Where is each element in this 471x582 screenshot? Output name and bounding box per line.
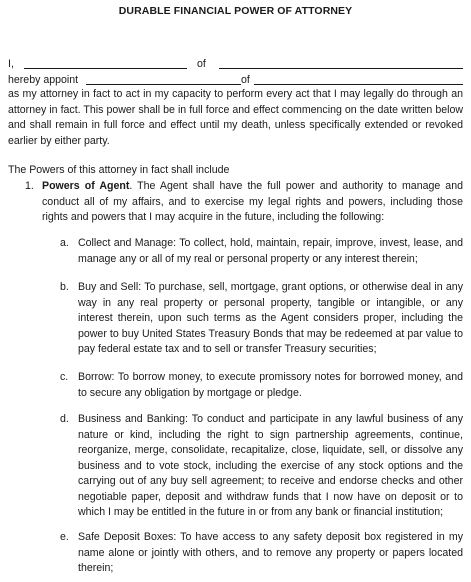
agent-address-field[interactable] <box>254 73 463 85</box>
item-b-letter: b. <box>60 281 69 293</box>
agent-name-field[interactable] <box>86 73 241 85</box>
section-1-number: 1. <box>25 180 34 192</box>
item-e-letter: e. <box>60 531 69 543</box>
item-c-text: Borrow: To borrow money, to execute promissory notes for borrowed money, and to secure any obligation by mortgage or pledge. <box>78 371 463 399</box>
item-e-text: Safe Deposit Boxes: To have access to any safety deposit box registered in my name alone or jointly with others, and to remove any property or papers located therein; <box>78 531 463 574</box>
powers-heading: The Powers of this attorney in fact shall include <box>8 164 230 176</box>
principal-of-label: of <box>197 58 206 70</box>
item-c-letter: c. <box>60 371 69 383</box>
document-title: DURABLE FINANCIAL POWER OF ATTORNEY <box>118 5 353 17</box>
item-a-text: Collect and Manage: To collect, hold, maintain, repair, improve, invest, lease, and manage any or all of my real or personal property or any interest therein; <box>78 237 463 265</box>
section-1-title: Powers of Agent <box>42 180 130 192</box>
principal-prefix: I, <box>8 58 14 70</box>
agent-of-label: of <box>241 74 250 86</box>
item-b-text: Buy and Sell: To purchase, sell, mortgage, grant options, or otherwise deal in any way in any real property or personal property, tangible or intangible, or any interest therein, upon such terms as the Agent considers proper, including the power to buy United States Treasury Bonds that may be redeemed at par value to pay federal estate tax and to sell or transfer Treasury securities; <box>78 281 463 355</box>
section-1-text: . The Agent shall have the full power and authority to manage and conduct all of my affairs, and to exercise my legal rights and powers, including those rights and powers that I may acquire in the future, including the following: <box>42 180 463 223</box>
intro-paragraph: as my attorney in fact to act in my capacity to perform every act that I may legally do through an attorney in fact. This power shall be in full force and effect commencing on the date written below and shall remain in full force and effect until my death, unless specifically extended or revoked earlier by either party. <box>8 88 463 147</box>
item-d-letter: d. <box>60 413 69 425</box>
principal-address-field[interactable] <box>219 57 463 69</box>
appoint-prefix: hereby appoint <box>8 74 79 86</box>
item-a-letter: a. <box>60 237 69 249</box>
item-d-text: Business and Banking: To conduct and participate in any lawful business of any nature or kind, including the right to sign partnership agreements, continue, reorganize, merge, consolidate, recapitalize, close, liquidate, sell, or dissolve any business and to vote stock, including the exercise of any stock options and the carrying out of any buy sell agreement; to receive and endorse checks and other negotiable paper, deposit and withdraw funds that I now have on deposit or to which I may be entitled in the future in or from any bank or financial institution; <box>78 413 463 518</box>
section-1-paragraph <box>42 179 463 226</box>
principal-name-field[interactable] <box>24 57 187 69</box>
principal-line <box>8 57 14 71</box>
